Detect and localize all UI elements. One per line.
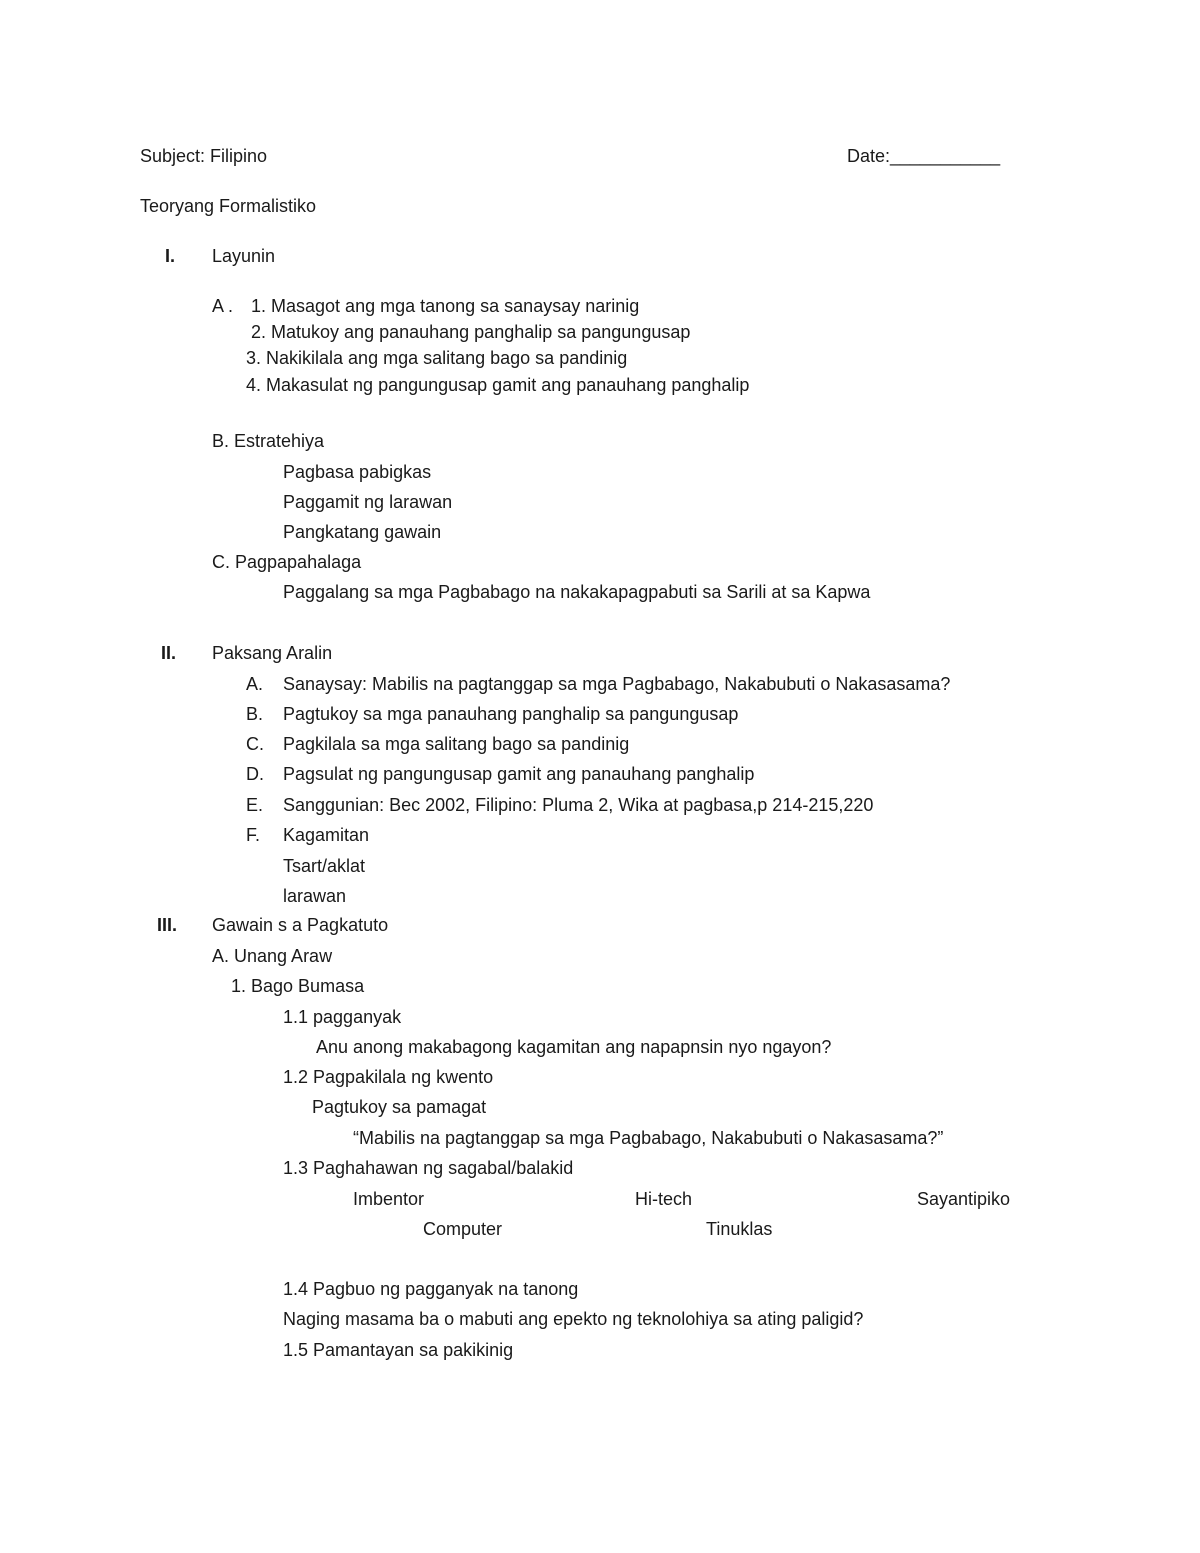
- topic-letter: D.: [246, 764, 264, 784]
- topic-item: Pagsulat ng pangungusap gamit ang panauhang panghalip: [283, 764, 755, 784]
- section-3-numeral: III.: [157, 915, 178, 935]
- vocabulary-word: Computer: [423, 1219, 503, 1239]
- topic-item: Sanggunian: Bec 2002, Filipino: Pluma 2, Wika at pagbasa,p 214-215,220: [283, 795, 874, 815]
- material-item: Tsart/aklat: [283, 856, 366, 876]
- material-item: larawan: [283, 886, 347, 906]
- section-2-numeral: II.: [161, 643, 177, 663]
- section-3-heading: Gawain s a Pagkatuto: [212, 915, 389, 935]
- objective-item: 2. Matukoy ang panauhang panghalip sa pangungusap: [251, 322, 691, 342]
- objective-item: 4. Makasulat ng pangungusap gamit ang panauhang panghalip: [246, 375, 750, 395]
- topic-letter: F.: [246, 825, 261, 845]
- topic-letter: E.: [246, 795, 264, 815]
- story-title: “Mabilis na pagtanggap sa mga Pagbabago, Nakabubuti o Nakasasama?”: [353, 1128, 944, 1148]
- section-2-heading: Paksang Aralin: [212, 643, 333, 663]
- values-heading: C. Pagpapahalaga: [212, 552, 362, 572]
- objective-item: 1. Masagot ang mga tanong sa sanaysay narinig: [251, 296, 640, 316]
- vocabulary-word: Sayantipiko: [917, 1189, 1011, 1209]
- motive-question-heading: 1.4 Pagbuo ng pagganyak na tanong: [283, 1279, 579, 1299]
- story-title-label: Pagtukoy sa pamagat: [312, 1097, 487, 1117]
- subject-line: Subject: Filipino: [140, 146, 268, 166]
- strategy-item: Pagbasa pabigkas: [283, 462, 432, 482]
- vocabulary-word: Hi-tech: [635, 1189, 693, 1209]
- topic-item: Kagamitan: [283, 825, 370, 845]
- strategy-item: Pangkatang gawain: [283, 522, 442, 542]
- topic-item: Pagkilala sa mga salitang bago sa pandinig: [283, 734, 630, 754]
- vocabulary-word: Imbentor: [353, 1189, 425, 1209]
- vocabulary-heading: 1.3 Paghahawan ng sagabal/balakid: [283, 1158, 574, 1178]
- topic-letter: B.: [246, 704, 264, 724]
- motivation-heading: 1.1 pagganyak: [283, 1007, 402, 1027]
- document-title: Teoryang Formalistiko: [140, 196, 317, 216]
- topic-letter: A.: [246, 674, 264, 694]
- listening-standards-heading: 1.5 Pamantayan sa pakikinig: [283, 1340, 514, 1360]
- objectives-label: A .: [212, 296, 234, 316]
- section-1-heading: Layunin: [212, 246, 276, 266]
- topic-item: Sanaysay: Mabilis na pagtanggap sa mga Pagbabago, Nakabubuti o Nakasasama?: [283, 674, 951, 694]
- objective-item: 3. Nakikilala ang mga salitang bago sa pandinig: [246, 348, 628, 368]
- before-reading-heading: 1. Bago Bumasa: [231, 976, 365, 996]
- strategy-item: Paggamit ng larawan: [283, 492, 453, 512]
- topic-letter: C.: [246, 734, 264, 754]
- strategy-heading: B. Estratehiya: [212, 431, 325, 451]
- story-intro-heading: 1.2 Pagpakilala ng kwento: [283, 1067, 494, 1087]
- motive-question: Naging masama ba o mabuti ang epekto ng teknolohiya sa ating paligid?: [283, 1309, 864, 1329]
- date-line: Date:___________: [847, 146, 1001, 166]
- values-text: Paggalang sa mga Pagbabago na nakakapagpabuti sa Sarili at sa Kapwa: [283, 582, 871, 602]
- motivation-question: Anu anong makabagong kagamitan ang napapnsin nyo ngayon?: [316, 1037, 832, 1057]
- vocabulary-word: Tinuklas: [706, 1219, 773, 1239]
- topic-item: Pagtukoy sa mga panauhang panghalip sa pangungusap: [283, 704, 739, 724]
- section-1-numeral: I.: [165, 246, 176, 266]
- day-heading: A. Unang Araw: [212, 946, 333, 966]
